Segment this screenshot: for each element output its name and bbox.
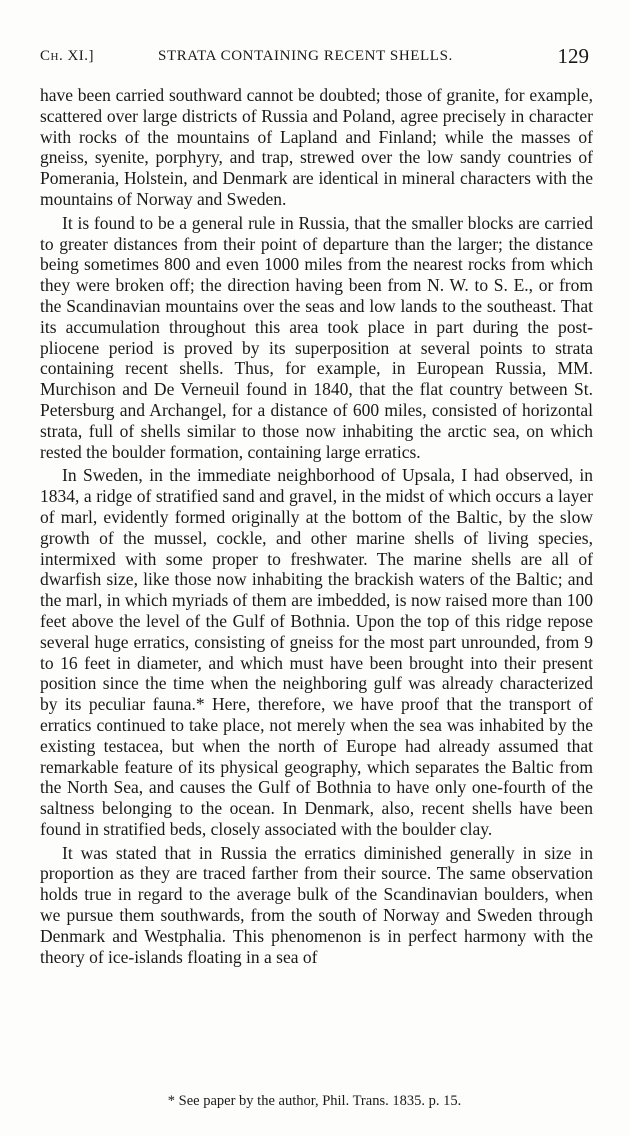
footnote: * See paper by the author, Phil. Trans. 1835. p. 15. [167,1093,462,1109]
paragraph: In Sweden, in the immediate neighborhood of Upsala, I had observed, in 1834, a ridge of stratified sand and gravel, in the midst of which occurs a layer of marl, evidently formed originally at the bottom of the Baltic, by the slow growth of the mussel, cockle, and other marine shells of living species, intermixed with some proper to freshwater. The marine shells are all of dwarfish size, like those now inhabiting the brackish waters of the Baltic; and the marl, in which myriads of them are imbedded, is now raised more than 100 feet above the level of the Gulf of Bothnia. Upon the top of this ridge repose several huge erratics, consisting of gneiss for the most part unrounded, from 9 to 16 feet in diameter, and which must have been brought into their present position since the time when the neighboring gulf was already characterized by its peculiar fauna.* Here, therefore, we have proof that the transport of erratics continued to take place, not merely when the sea was inhabited by the existing testacea, but when the north of Europe had already assumed that remarkable feature of its physical geography, which separates the Baltic from the North Sea, and causes the Gulf of Bothnia to have only one-fourth of the saltness belonging to the ocean. In Denmark, also, recent shells have been found in stratified beds, closely associated with the boulder clay. [40,465,593,839]
body-text [40,85,593,967]
chapter-label: Ch. XI.] [40,48,95,64]
page-number: 129 [557,44,589,68]
paragraph-continued: have been carried southward cannot be doubted; those of granite, for example, scattered over large districts of Russia and Poland, agree precisely in character with rocks of the mountains of Lapland and Finland; while the masses of gneiss, syenite, porphyry, and trap, strewed over the low sandy countries of Pomerania, Holstein, and Denmark are identical in mineral characters with the mountains of Norway and Sweden. [40,85,593,209]
running-header [40,44,589,70]
paragraph: It was stated that in Russia the erratics diminished generally in size in proportion as they are traced farther from their source. The same observation holds true in regard to the average bulk of the Scandinavian boulders, when we pursue them southwards, from the south of Norway and Sweden through Denmark and Westphalia. This phenomenon is in perfect harmony with the theory of ice-islands floating in a sea of [40,842,593,967]
running-title: STRATA CONTAINING RECENT SHELLS. [158,48,453,64]
paragraph: It is found to be a general rule in Russia, that the smaller blocks are carried to greater distances from their point of departure than the larger; the distance being sometimes 800 and even 1000 miles from the nearest rocks from which they were broken off; the direction having been from N. W. to S. E., or from the Scandinavian mountains over the seas and low lands to the southeast. That its accumulation throughout this area took place in part during the post-pliocene period is proved by its superposition at several points to strata containing recent shells. Thus, for example, in European Russia, MM. Murchison and De Verneuil found in 1840, that the flat country between St. Petersburg and Archangel, for a distance of 600 miles, consisted of horizontal strata, full of shells similar to those now inhabiting the arctic sea, on which rested the boulder formation, containing large erratics. [40,212,593,462]
